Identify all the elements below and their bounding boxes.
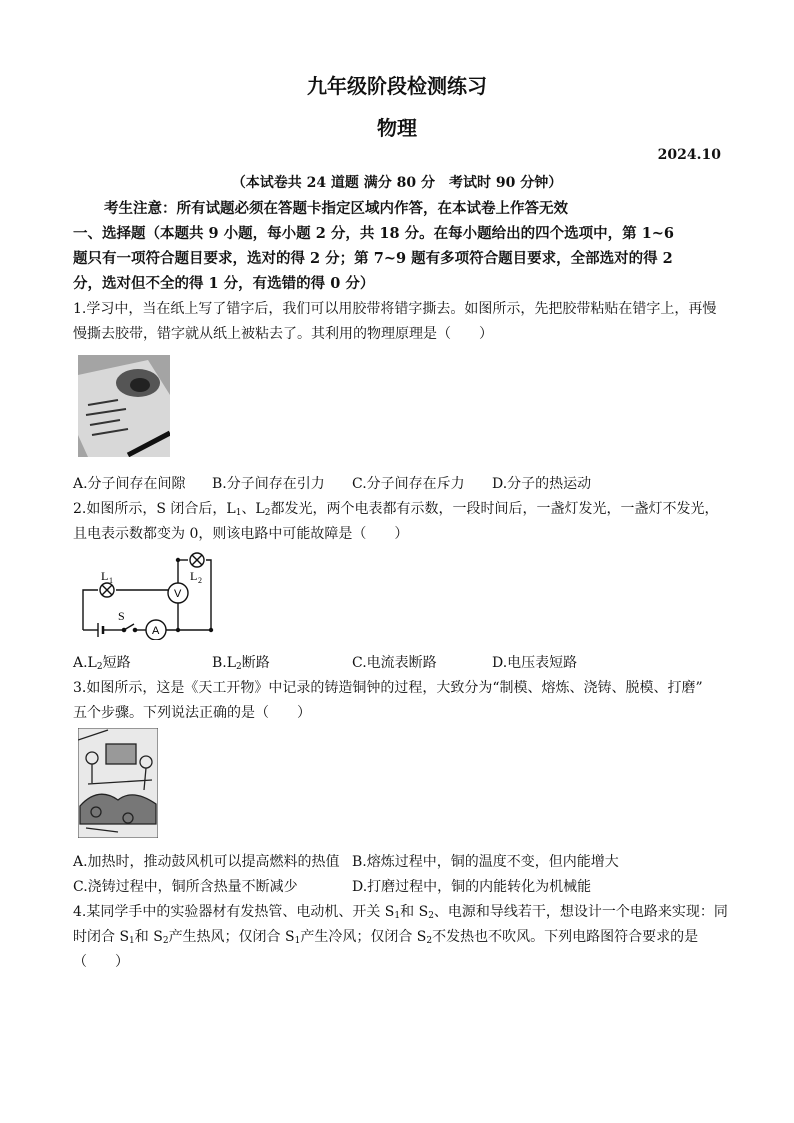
q2-option-c: C.电流表断路: [352, 655, 437, 671]
q1-line1: 1.学习中，当在纸上写了错字后，我们可以用胶带将错字撕去。如图所示，先把胶带粘贴在错字上，再慢: [73, 301, 717, 317]
q3-line1: 3.如图所示，这是《天工开物》中记录的铸造铜钟的过程，大致分为“制模、熔炼、浇铸、脱模、打磨”: [73, 680, 703, 696]
page-title: 九年级阶段检测练习: [307, 74, 487, 98]
ammeter-label: A: [152, 625, 160, 637]
q1-option-b: B.分子间存在引力: [212, 476, 325, 492]
l2-label: L: [190, 569, 198, 583]
q2-line1: 2.如图所示，S 闭合后，$L_1$、$L_2$都发光，两个电表都有示数，一段时间后，一盏灯发光，一盏灯不发光，: [73, 501, 719, 518]
q3-option-c: C.浇铸过程中，铜所含热量不断减少: [73, 879, 298, 895]
q4-line2: 时闭合 $S_1$和 $S_2$产生热风；仅闭合 $S_1$产生冷风；仅闭合 $S_2$不发热也不吹风。下列电路图符合要求的是: [73, 929, 699, 946]
q2-option-b: $B.L_2$断路: [212, 655, 270, 672]
q3-line2: 五个步骤。下列说法正确的是（ ）: [73, 705, 311, 721]
section1-line2: 题只有一项符合题目要求，选对的得 2 分；第 7~9 题有多项符合题目要求，全部选对的得 2: [73, 250, 673, 267]
exam-info: （本试卷共 24 道题 满分 80 分 考试时 90 分钟）: [231, 175, 563, 191]
l1-label: L: [101, 569, 109, 583]
voltmeter-label: V: [174, 588, 182, 600]
q1-option-a: A.分子间存在间隙: [73, 476, 186, 492]
l1-sub: 1: [109, 576, 113, 585]
q1-option-d: D.分子的热运动: [492, 476, 592, 492]
switch-label: S: [118, 609, 125, 623]
exam-date: 2024.10: [657, 147, 721, 163]
q2-line2: 且电表示数都变为 0，则该电路中可能故障是（ ）: [73, 526, 409, 542]
q1-tape-photo: [78, 355, 170, 457]
section1-line1: 一、选择题（本题共 9 小题，每小题 2 分，共 18 分。在每小题给出的四个选项中，第 1~6: [73, 225, 675, 242]
q4-line3: （ ）: [73, 954, 129, 970]
q1-option-c: C.分子间存在斥力: [352, 476, 465, 492]
exam-notice: 考生注意：所有试题必须在答题卡指定区域内作答，在本试卷上作答无效: [104, 200, 568, 217]
q2-option-a: $A.L_2$短路: [73, 655, 131, 672]
q3-option-b: B.熔炼过程中，铜的温度不变，但内能增大: [352, 854, 619, 870]
q2-circuit-diagram: [78, 550, 218, 640]
q4-line1: 4.某同学手中的实验器材有发热管、电动机、开关 $S_1$和 $S_2$、电源和导线若干，想设计一个电路来实现：同: [73, 904, 728, 921]
section1-line3: 分，选对但不全的得 1 分，有选错的得 0 分）: [73, 275, 375, 292]
q1-line2: 慢撕去胶带，错字就从纸上被粘去了。其利用的物理原理是（ ）: [73, 326, 493, 342]
q2-option-d: D.电压表短路: [492, 655, 578, 671]
q3-option-d: D.打磨过程中，铜的内能转化为机械能: [352, 879, 592, 895]
q3-casting-illustration: [78, 728, 158, 838]
q3-option-a: A.加热时，推动鼓风机可以提高燃料的热值: [73, 854, 340, 870]
subject-title: 物理: [377, 116, 417, 140]
l2-sub: 2: [198, 576, 202, 585]
